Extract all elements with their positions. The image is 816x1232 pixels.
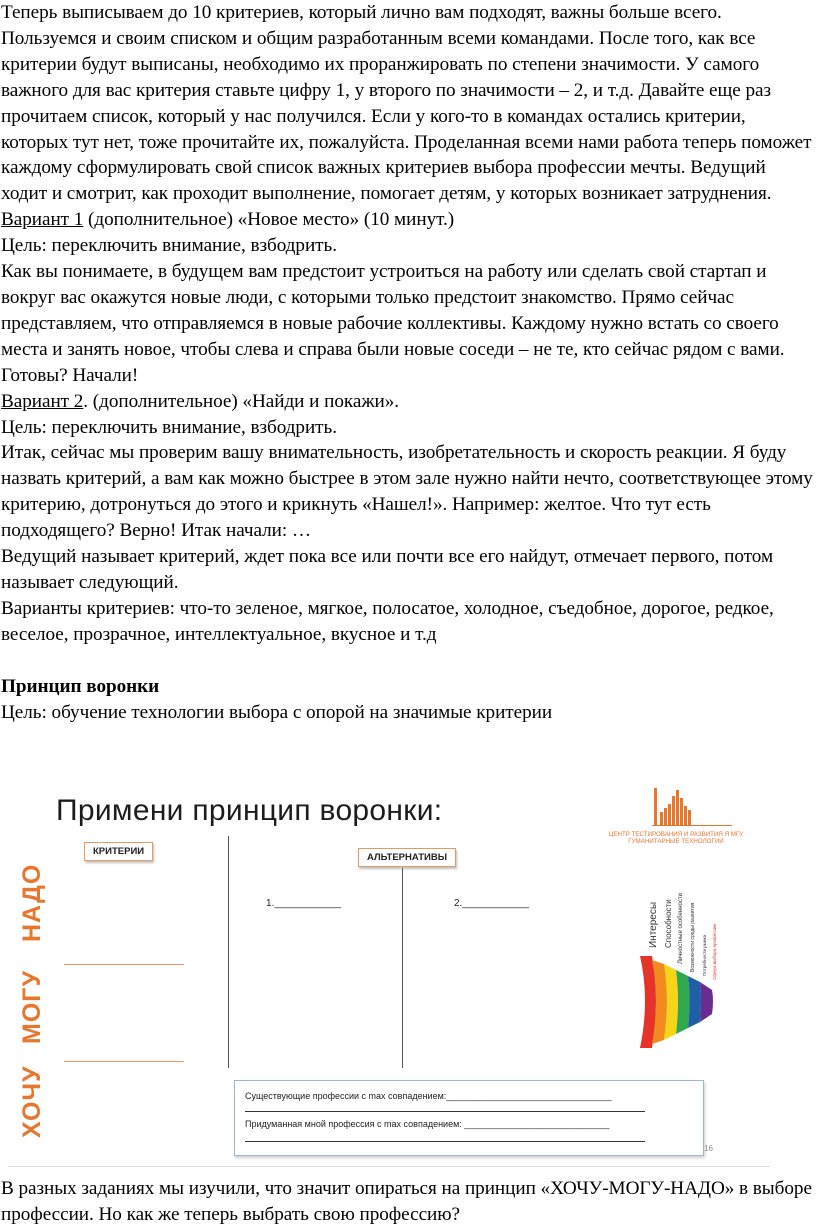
variant-1-goal: Цель: переключить внимание, взбодрить. bbox=[1, 235, 337, 257]
closing-block bbox=[0, 1176, 816, 1228]
invented-profession-line: Придуманная мной профессия с max совпадением: _____________________________ bbox=[245, 1119, 610, 1129]
spacer bbox=[0, 648, 816, 674]
slide-page-number: 16 bbox=[704, 1144, 713, 1153]
funnel-label-choice: Сфера выбора профессии bbox=[712, 924, 717, 980]
closing-paragraph: В разных заданиях мы изучили, что значит опираться на принцип «ХОЧУ-МОГУ-НАДО» в выборе профессии. Но как же теперь выбрать свою профессию? bbox=[1, 1178, 812, 1225]
funnel-slide-image bbox=[8, 778, 770, 1168]
funnel-label-environment: Возможности среды развития bbox=[690, 902, 696, 972]
variant-1-heading bbox=[0, 207, 816, 233]
criteria-line bbox=[64, 964, 184, 965]
centre-name: ЦЕНТР ТЕСТИРОВАНИЯ И РАЗВИТИЯ Я МГУ ГУМАНИТАРНЫЕ ТЕХНОЛОГИИ bbox=[608, 831, 744, 845]
variant-2-criteria-list: Варианты критериев: что-то зеленое, мягкое, полосатое, холодное, съедобное, дорогое, редкое, веселое, прозрачное, интеллектуальное, вкусное и т.д bbox=[1, 597, 774, 645]
variant-2-label: Вариант 2 bbox=[1, 390, 84, 412]
criteria-paragraph: Теперь выписываем до 10 критериев, который лично вам подходят, важны больше всего. Пользуемся и своим списком и общим разработанным всеми командами. После того, как все критерии будут выписаны, необходимо их проранжировать по степени значимости. У самого важного для вас критерия ставьте цифру 1, у второго по значимости – 2, и т.д. Давайте еще раз прочитаем список, который у нас получился. Если у кого-то в командах остались критерии, которых тут нет, тоже прочитайте их, пожалуйста. Проделанная всеми нами работа теперь поможет каждому сформулировать свой список важных критериев выбора профессии мечты. Ведущий ходит и смотрит, как проходит выполнение, помогает детям, у которых возникает затруднения. bbox=[1, 2, 812, 205]
funnel-label-market: Потребности рынка bbox=[702, 934, 707, 976]
column-divider bbox=[228, 836, 229, 1068]
variant-1-label: Вариант 1 bbox=[1, 209, 84, 231]
variant-1-title: (дополнительное) «Новое место» (10 минут.) bbox=[83, 209, 455, 231]
funnel-band-blue bbox=[688, 976, 701, 1028]
side-label-hochu: ХОЧУ bbox=[18, 1065, 46, 1138]
side-label-mogu: МОГУ bbox=[18, 970, 46, 1044]
funnel-label-interests: Интересы bbox=[648, 901, 659, 948]
column-divider bbox=[402, 868, 403, 1068]
criteria-tag: КРИТЕРИИ bbox=[84, 842, 153, 861]
criteria-line bbox=[64, 1061, 184, 1062]
existing-professions-line: Существующие профессии с max совпадением:_________________________________ bbox=[245, 1091, 612, 1101]
result-box bbox=[234, 1080, 704, 1156]
alternatives-tag: АЛЬТЕРНАТИВЫ bbox=[358, 848, 456, 867]
variant-2-lead: Ведущий называет критерий, ждет пока все или почти все его найдут, отмечает первого, потом называет следующий. bbox=[1, 546, 774, 593]
side-label-nado: НАДО bbox=[18, 863, 46, 942]
answer-line bbox=[245, 1111, 645, 1112]
variant-2-text: Итак, сейчас мы проверим вашу внимательность, изобретательность и скорость реакции. Я буду назвать критерий, а вам как можно быстрее в этом зале нужно найти нечто, соответствующее этому критерию, дотронуться до этого и крикнуть «Нашел!». Например: желтое. Что тут есть подходящего? Верно! Итак начали: … bbox=[1, 442, 813, 542]
variant-2-title: . (дополнительное) «Найди и покажи». bbox=[83, 390, 400, 412]
alternative-2-line: 2.____________ bbox=[454, 898, 530, 909]
funnel-goal: Цель: обучение технологии выбора с опорой на значимые критерии bbox=[1, 701, 553, 723]
slide-title: Примени принцип воронки: bbox=[56, 794, 443, 827]
answer-line bbox=[245, 1141, 645, 1142]
slide-bottom-rule bbox=[8, 1166, 770, 1167]
variant-2-goal: Цель: переключить внимание, взбодрить. bbox=[1, 416, 337, 438]
funnel-heading: Принцип воронки bbox=[1, 675, 160, 697]
centre-logo-icon bbox=[648, 778, 738, 828]
funnel-band-green bbox=[676, 970, 690, 1034]
funnel-label-personality: Личностные особенности bbox=[678, 893, 684, 964]
alternative-1-line: 1.____________ bbox=[266, 898, 342, 909]
funnel-band-purple bbox=[700, 982, 713, 1022]
funnel-label-abilities: Способности bbox=[664, 899, 673, 948]
variant-2-heading bbox=[0, 389, 816, 415]
variant-1-text: Как вы понимаете, в будущем вам предстоит устроиться на работу или сделать свой стартап и вокруг вас окажутся новые люди, с которыми только предстоит знакомство. Прямо сейчас представляем, что отправляемся в новые рабочие коллективы. Каждому нужно встать со своего места и занять новое, чтобы слева и справа были новые соседи – не те, кто сейчас рядом с вами. Готовы? Начали! bbox=[1, 261, 785, 386]
